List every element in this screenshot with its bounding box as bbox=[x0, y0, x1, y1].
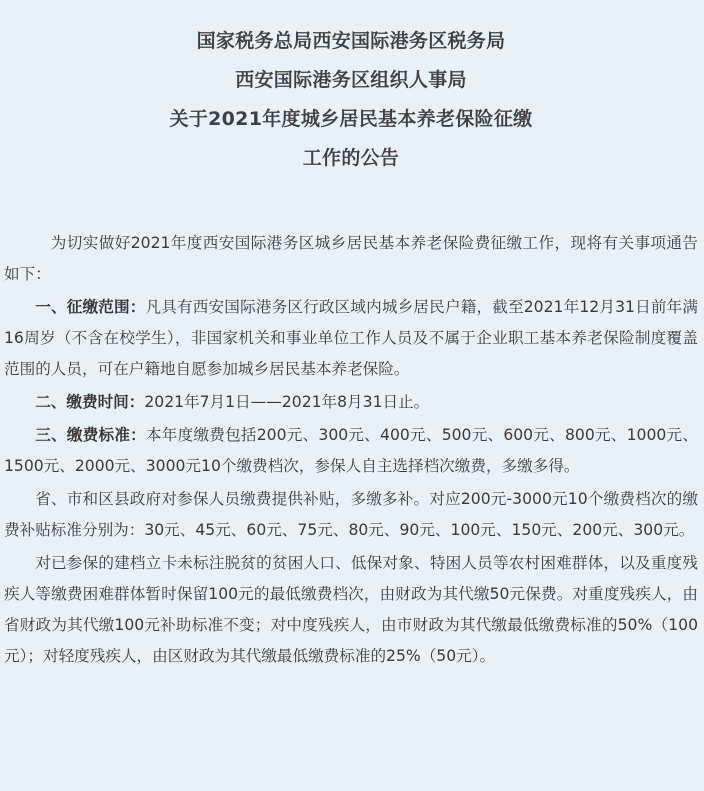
title-line-3: 关于2021年度城乡居民基本养老保险征缴 bbox=[169, 108, 533, 130]
section-standard bbox=[4, 420, 698, 482]
section-time-text: 2021年7月1日——2021年8月31日止。 bbox=[144, 393, 430, 411]
section-time bbox=[4, 387, 698, 418]
hardship-paragraph: 对已参保的建档立卡未标注脱贫的贫困人口、低保对象、特困人员等农村困难群体，以及重度残疾人等缴费困难群体暂时保留100元的最低缴费档次，由财政为其代缴50元保费。对重度残疾人，由省财政为其代缴100元补助标准不变；对中度残疾人，由市财政为其代缴最低缴费标准的50%（100元）；对轻度残疾人，由区财政为其代缴最低缴费标准的25%（50元）。 bbox=[4, 554, 698, 665]
section-standard-heading: 三、缴费标准： bbox=[35, 426, 146, 444]
section-scope-text: 凡具有西安国际港务区行政区域内城乡居民户籍，截至2021年12月31日前年满16周岁（不含在校学生），非国家机关和事业单位工作人员及不属于企业职工基本养老保险制度覆盖范围的人员，可在户籍地自愿参加城乡居民基本养老保险。 bbox=[4, 298, 698, 378]
title-line-4: 工作的公告 bbox=[302, 147, 400, 169]
section-standard-text: 本年度缴费包括200元、300元、400元、500元、600元、800元、1000元、1500元、2000元、3000元10个缴费档次，参保人自主选择档次缴费，多缴多得。 bbox=[4, 426, 698, 475]
intro-paragraph: 为切实做好2021年度西安国际港务区城乡居民基本养老保险费征缴工作，现将有关事项通告如下： bbox=[4, 234, 698, 283]
section-time-heading: 二、缴费时间： bbox=[35, 393, 145, 411]
announcement-title bbox=[4, 0, 698, 178]
title-line-2: 西安国际港务区组织人事局 bbox=[235, 69, 467, 91]
section-scope-heading: 一、征缴范围： bbox=[35, 298, 146, 316]
announcement-body bbox=[4, 228, 698, 672]
title-line-1: 国家税务总局西安国际港务区税务局 bbox=[196, 30, 506, 52]
subsidy-paragraph: 省、市和区县政府对参保人员缴费提供补贴，多缴多补。对应200元-3000元10个缴费档次的缴费补贴标准分别为：30元、45元、60元、75元、80元、90元、100元、150元、200元、300元。 bbox=[4, 490, 698, 539]
section-scope bbox=[4, 292, 698, 385]
